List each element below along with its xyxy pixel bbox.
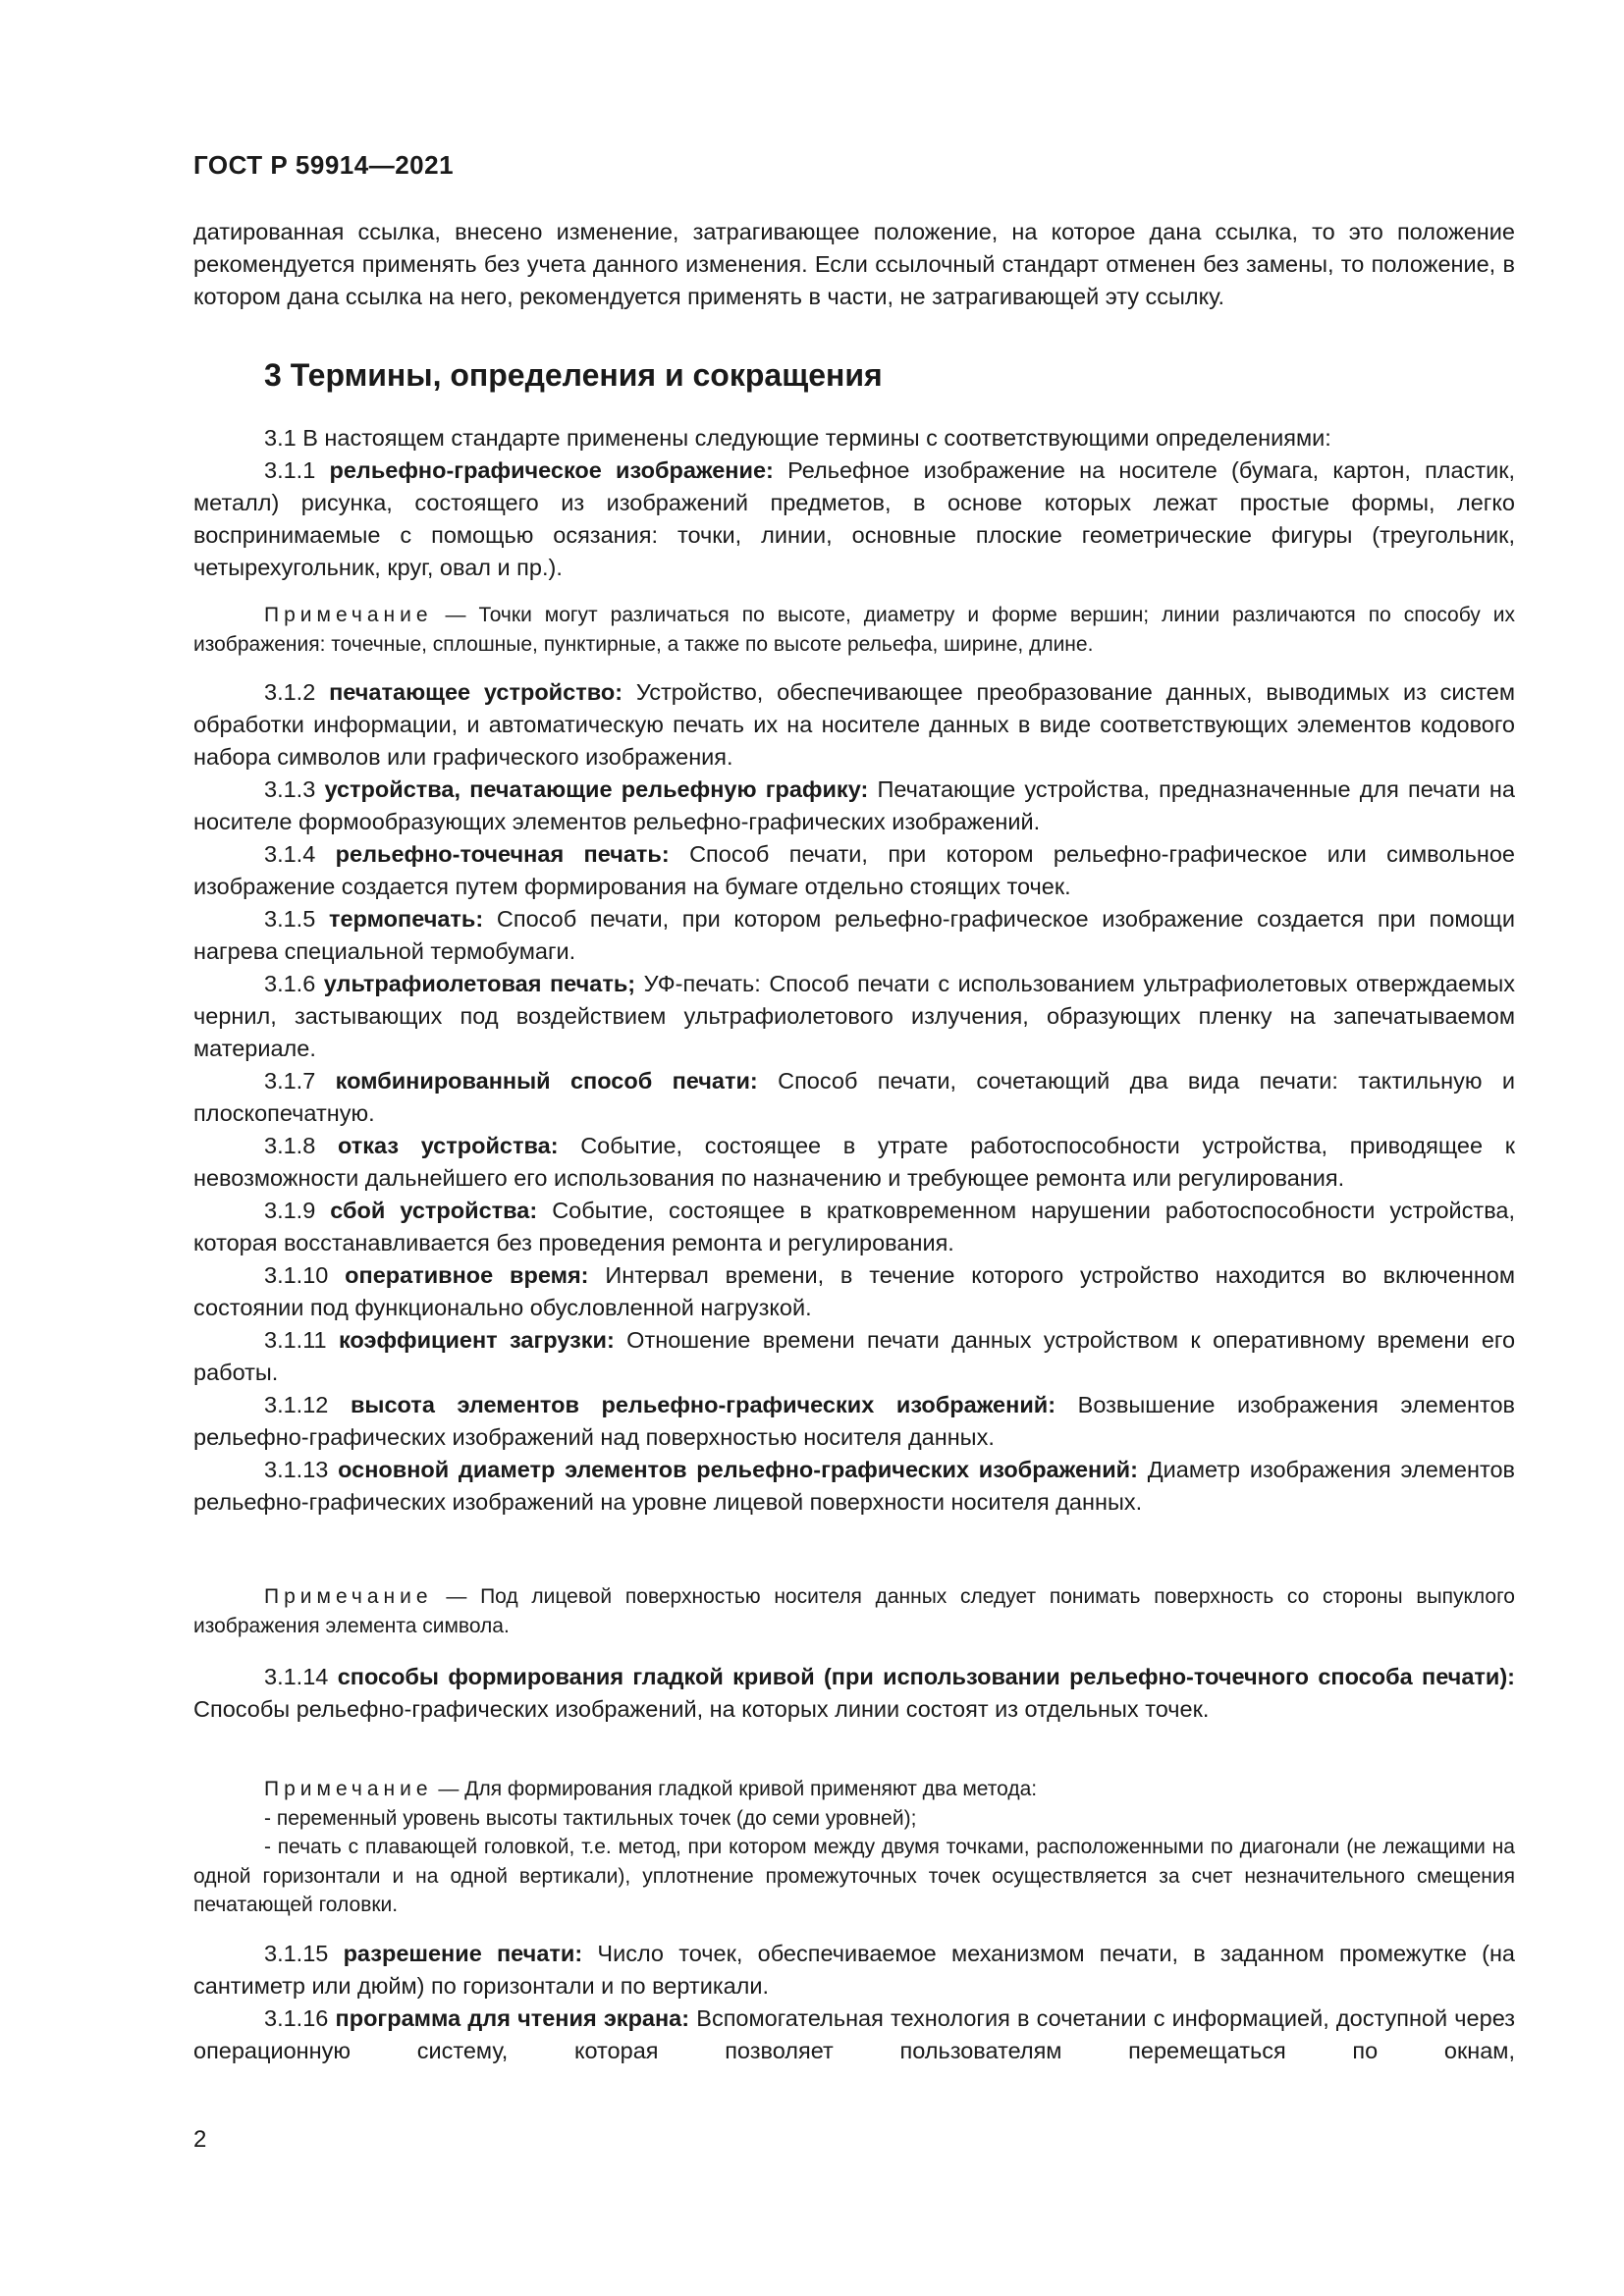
page-number: 2 xyxy=(193,2126,207,2153)
terms-block-b xyxy=(193,1661,1515,1726)
note-list-item: - печать с плавающей головкой, т.е. метод, при котором между двумя точками, расположенными по диагонали (не лежащими на одной горизонтали и на одной вертикали), уплотнение промежуточных точек осуществляется за счет незначительного смещения печатающей головки. xyxy=(193,1836,1515,1916)
note-label: Примечание xyxy=(264,1585,433,1608)
intro-paragraph xyxy=(193,216,1515,313)
term-3-1-3: 3.1.3 устройства, печатающие рельефную графику: Печатающие устройства, предназначенные для печати на носителе формообразующих элементов рельефно-графических изображений. xyxy=(193,776,1515,834)
clause-3-1 xyxy=(193,422,1515,584)
term-3-1-10: 3.1.10 оперативное время: Интервал времени, в течение которого устройство находится во включенном состоянии под функционально обусловленной нагрузкой. xyxy=(193,1262,1516,1320)
note-list-item: - переменный уровень высоты тактильных точек (до семи уровней); xyxy=(264,1806,917,1830)
term-3-1-1: 3.1.1 рельефно-графическое изображение: Рельефное изображение на носителе (бумага, картон, пластик, металл) рисунка, состоящего из изображений предметов, в основе которых лежат простые формы, легко воспринимаемые с помощью осязания: точки, линии, основные плоские геометрические фигуры (треугольник, четырехугольник, круг, овал и пр.). xyxy=(193,457,1516,580)
term-3-1-12: 3.1.12 высота элементов рельефно-графических изображений: Возвышение изображения элементов рельефно-графических изображений над поверхностью носителя данных. xyxy=(193,1392,1516,1450)
term-3-1-15: 3.1.15 разрешение печати: Число точек, обеспечиваемое механизмом печати, в заданном промежутке (на сантиметр или дюйм) по горизонтали и по вертикали. xyxy=(193,1941,1515,1999)
term-3-1-7: 3.1.7 комбинированный способ печати: Способ печати, сочетающий два вида печати: тактильную и плоскопечатную. xyxy=(193,1068,1516,1126)
note-1: Примечание — Точки могут различаться по высоте, диаметру и форме вершин; линии различаются по способу их изображения: точечные, сплошные, пунктирные, а также по высоте рельефа, ширине, длине. xyxy=(193,604,1515,656)
term-3-1-16: 3.1.16 программа для чтения экрана: Вспомогательная технология в сочетании с информацией, доступной через операционную систему, которая позволяет пользователям перемещаться по окнам, xyxy=(193,2005,1516,2063)
note-3: Примечание — Для формирования гладкой кривой применяют два метода: - переменный уровень высоты тактильных точек (до семи уровней); - печать с плавающей головкой, т.е. метод, при котором между двумя точками, расположенными по диагонали (не лежащими на одной горизонтали и на одной вертикали), уплотнение промежуточных точек осуществляется за счет незначительного смещения печатающей головки. xyxy=(193,1775,1515,1920)
note-label: Примечание xyxy=(264,1778,433,1800)
term-3-1-8: 3.1.8 отказ устройства: Событие, состоящее в утрате работоспособности устройства, приводящее к невозможности дальнейшего его использования по назначению и требующее ремонта или регулирования. xyxy=(193,1133,1515,1191)
note-text: Под лицевой поверхностью носителя данных следует понимать поверхность со стороны выпуклого изображения элемента символа. xyxy=(193,1585,1515,1637)
term-3-1-13: 3.1.13 основной диаметр элементов рельефно-графических изображений: Диаметр изображения элементов рельефно-графических изображений на уровне лицевой поверхности носителя данных. xyxy=(193,1457,1516,1515)
note-text: Точки могут различаться по высоте, диаметру и форме вершин; линии различаются по способу их изображения: точечные, сплошные, пунктирные, а также по высоте рельефа, ширине, длине. xyxy=(193,604,1515,656)
term-3-1-14: 3.1.14 способы формирования гладкой кривой (при использовании рельефно-точечного способа печати): Способы рельефно-графических изображений, на которых линии состоят из отдельных точек. xyxy=(193,1664,1515,1722)
section-title: 3 Термины, определения и сокращения xyxy=(264,357,883,393)
note-text: Для формирования гладкой кривой применяют два метода: xyxy=(464,1778,1038,1800)
term-3-1-6: 3.1.6 ультрафиолетовая печать; УФ-печать: Способ печати с использованием ультрафиолетовых отверждаемых чернил, застывающих под воздействием ультрафиолетового излучения, образующих пленку на запечатываемом материале. xyxy=(193,971,1515,1061)
term-3-1-9: 3.1.9 сбой устройства: Событие, состоящее в кратковременном нарушении работоспособности устройства, которая восстанавливается без проведения ремонта и регулирования. xyxy=(193,1198,1516,1255)
term-3-1-5: 3.1.5 термопечать: Способ печати, при котором рельефно-графическое изображение создается при помощи нагрева специальной термобумаги. xyxy=(193,906,1516,964)
term-3-1-4: 3.1.4 рельефно-точечная печать: Способ печати, при котором рельефно-графическое или символьное изображение создается путем формирования на бумаге отдельно стоящих точек. xyxy=(193,841,1515,899)
terms-block-c xyxy=(193,1938,1515,2067)
term-3-1-2: 3.1.2 печатающее устройство: Устройство, обеспечивающее преобразование данных, выводимых из систем обработки информации, и автоматическую печать их на носителе данных в виде соответствующих элементов кодового набора символов или графического изображения. xyxy=(193,679,1516,770)
term-3-1-11: 3.1.11 коэффициент загрузки: Отношение времени печати данных устройством к оперативному времени его работы. xyxy=(193,1327,1516,1385)
note-label: Примечание xyxy=(264,604,433,626)
document-header: ГОСТ Р 59914—2021 xyxy=(193,150,455,180)
terms-block-a xyxy=(193,676,1515,1519)
intro-text: датированная ссылка, внесено изменение, затрагивающее положение, на которое дана ссылка, то это положение рекомендуется применять без учета данного изменения. Если ссылочный стандарт отменен без замены, то положение, в котором дана ссылка на него, рекомендуется применять в части, не затрагивающей эту ссылку. xyxy=(193,219,1515,309)
note-2: Примечание — Под лицевой поверхностью носителя данных следует понимать поверхность со стороны выпуклого изображения элемента символа. xyxy=(193,1585,1515,1637)
clause-text: 3.1 В настоящем стандарте применены следующие термины с соответствующими определениями: xyxy=(264,425,1331,451)
